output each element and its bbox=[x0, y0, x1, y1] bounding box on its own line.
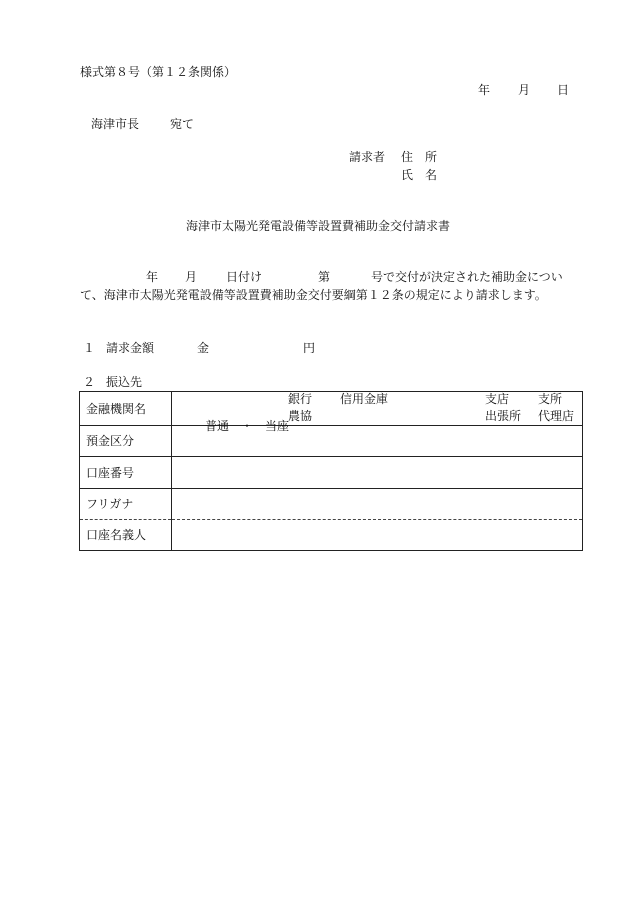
row-furigana bbox=[80, 489, 583, 520]
transfer-label: 振込先 bbox=[106, 375, 143, 389]
nokyo-label: 農協 bbox=[288, 409, 313, 423]
body-year: 年 bbox=[146, 270, 159, 284]
requester-name-label: 氏 名 bbox=[401, 168, 438, 182]
requester-address-label: 住 所 bbox=[401, 150, 438, 164]
financial-institution-label: 金融機関名 bbox=[80, 392, 172, 426]
row-deposit-type bbox=[80, 426, 583, 457]
branch-label: 支店 bbox=[485, 392, 510, 406]
amount-yen: 円 bbox=[303, 341, 316, 355]
shuchojo-label: 出張所 bbox=[485, 409, 522, 423]
shinkin-label: 信用金庫 bbox=[340, 392, 389, 406]
transfer-number: ２ bbox=[83, 375, 96, 389]
deposit-type-options: 普通 ・ 当座 bbox=[205, 419, 290, 433]
account-holder-field[interactable] bbox=[172, 520, 583, 551]
date-day-label: 日 bbox=[557, 83, 570, 97]
addressee-name: 海津市長 bbox=[91, 117, 140, 131]
date-year-label: 年 bbox=[478, 83, 491, 97]
deposit-type-field[interactable] bbox=[172, 419, 583, 457]
bank-label: 銀行 bbox=[288, 392, 313, 406]
amount-label: 請求金額 bbox=[106, 341, 155, 355]
date-month-label: 月 bbox=[518, 83, 531, 97]
bank-account-table bbox=[79, 391, 583, 551]
furigana-field[interactable] bbox=[172, 489, 583, 520]
body-line1: 号で交付が決定された補助金につい bbox=[371, 270, 563, 284]
row-account-holder bbox=[80, 520, 583, 551]
amount-number: １ bbox=[83, 341, 96, 355]
requester-label: 請求者 bbox=[349, 150, 386, 164]
account-holder-label: 口座名義人 bbox=[80, 520, 172, 551]
document-title: 海津市太陽光発電設備等設置費補助金交付請求書 bbox=[186, 219, 451, 233]
body-line2: て、海津市太陽光発電設備等設置費補助金交付要綱第１２条の規定により請求します。 bbox=[80, 288, 547, 302]
account-number-field[interactable] bbox=[172, 457, 583, 489]
addressee-suffix: 宛て bbox=[170, 117, 195, 131]
shisho-label: 支所 bbox=[538, 392, 563, 406]
deposit-type-label: 預金区分 bbox=[80, 426, 172, 457]
body-dated: 日付け bbox=[226, 270, 263, 284]
dairiten-label: 代理店 bbox=[538, 409, 575, 423]
row-account-number bbox=[80, 457, 583, 489]
amount-kin: 金 bbox=[197, 341, 210, 355]
form-number: 様式第８号（第１２条関係） bbox=[80, 65, 237, 79]
body-month: 月 bbox=[185, 270, 198, 284]
account-number-label: 口座番号 bbox=[80, 457, 172, 489]
furigana-label: フリガナ bbox=[80, 489, 172, 520]
row-financial-institution bbox=[80, 392, 583, 426]
body-number-prefix: 第 bbox=[318, 270, 331, 284]
